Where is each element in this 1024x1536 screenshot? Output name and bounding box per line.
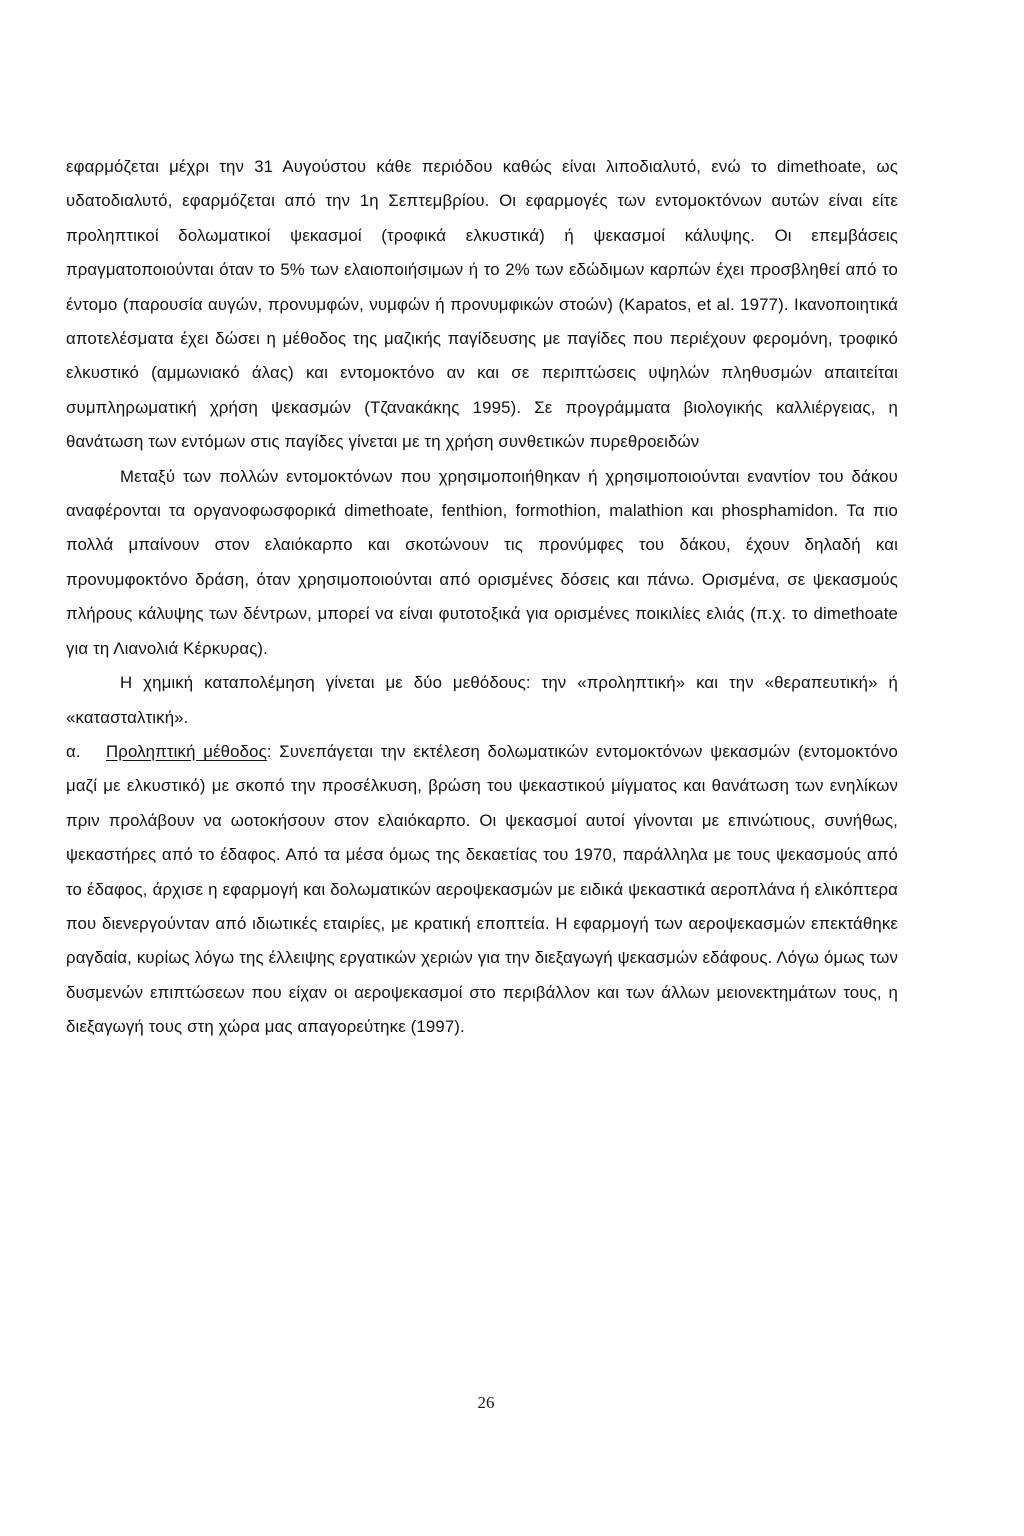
paragraph-continuation: εφαρμόζεται μέχρι την 31 Αυγούστου κάθε περιόδου καθώς είναι λιποδιαλυτό, ενώ το dimethoate, ως υδατοδιαλυτό, εφαρμόζεται από την 1η Σεπτεμβρίου. Οι εφαρμογές των εντομοκτόνων αυτών είναι είτε προληπτικοί δολωματικοί ψεκασμοί (τροφικά ελκυστικά) ή ψεκασμοί κάλυψης. Οι επεμβάσεις πραγματοποιούνται όταν το 5% των ελαιοποιήσιμων ή το 2% των εδώδιμων καρπών έχει προσβληθεί από το έντομο (παρουσία αυγών, προνυμφών, νυμφών ή προνυμφικών στοών) (Kapatos, et al. 1977). Ικανοποιητικά αποτελέσματα έχει δώσει η μέθοδος της μαζικής παγίδευσης με παγίδες που περιέχουν φερομόνη, τροφικό ελκυστικό (αμμωνιακό άλας) και εντομοκτόνο αν και σε περιπτώσεις υψηλών πληθυσμών απαιτείται συμπληρωματική χρήση ψεκασμών (Τζανακάκης 1995). Σε προγράμματα βιολογικής καλλιέργειας, η θανάτωση των εντόμων στις παγίδες γίνεται με τη χρήση συνθετικών πυρεθροειδών <box>66 157 898 452</box>
preventive-method-heading: Προληπτική μέθοδος <box>106 741 267 761</box>
paragraph-preventive-method <box>66 735 898 1045</box>
list-marker: α. <box>66 741 81 761</box>
body-text <box>66 150 898 1045</box>
preventive-method-body: Συνεπάγεται την εκτέλεση δολωματικών εντομοκτόνων ψεκασμών (εντομοκτόνο μαζί με ελκυστικό) με σκοπό την προσέλκυση, βρώση του ψεκαστικού μίγματος και θανάτωση των ενηλίκων πριν προλάβουν να ωοτοκήσουν στον ελαιόκαρπο. Οι ψεκασμοί αυτοί γίνονται με επινώτιους, συνήθως, ψεκαστήρες από το έδαφος. Από τα μέσα όμως της δεκαετίας του 1970, παράλληλα με τους ψεκασμούς από το έδαφος, άρχισε η εφαρμογή και δολωματικών αεροψεκασμών με ειδικά ψεκαστικά αεροπλάνα ή ελικόπτερα που διενεργούνταν από ιδιωτικές εταιρίες, με κρατική εποπτεία. Η εφαρμογή των αεροψεκασμών επεκτάθηκε ραγδαία, κυρίως λόγω της έλλειψης εργατικών χεριών για την διεξαγωγή ψεκασμών εδάφους. Λόγω όμως των δυσμενών επιπτώσεων που είχαν οι αεροψεκασμοί στο περιβάλλον και των άλλων μειονεκτημάτων τους, η διεξαγωγή τους στη χώρα μας απαγορεύτηκε (1997). <box>66 741 898 1037</box>
paragraph-insecticides: Μεταξύ των πολλών εντομοκτόνων που χρησιμοποιήθηκαν ή χρησιμοποιούνται εναντίον του δάκου αναφέρονται τα οργανοφωσφορικά dimethoate, fenthion, formothion, malathion και phosphamidon. Τα πιο πολλά μπαίνουν στον ελαιόκαρπο και σκοτώνουν τις προνύμφες του δάκου, έχουν δηλαδή και προνυμφοκτόνο δράση, όταν χρησιμοποιούνται από ορισμένες δόσεις και πάνω. Ορισμένα, σε ψεκασμούς πλήρους κάλυψης των δέντρων, μπορεί να είναι φυτοτοξικά για ορισμένες ποικιλίες ελιάς (π.χ. το dimethoate για τη Λιανολιά Κέρκυρας). <box>66 466 898 658</box>
heading-colon: : <box>266 741 272 761</box>
page-number: 26 <box>477 1393 495 1412</box>
paragraph-control-methods: Η χημική καταπολέμηση γίνεται με δύο μεθόδους: την «προληπτική» και την «θεραπευτική» ή «κατασταλτική». <box>66 673 898 727</box>
